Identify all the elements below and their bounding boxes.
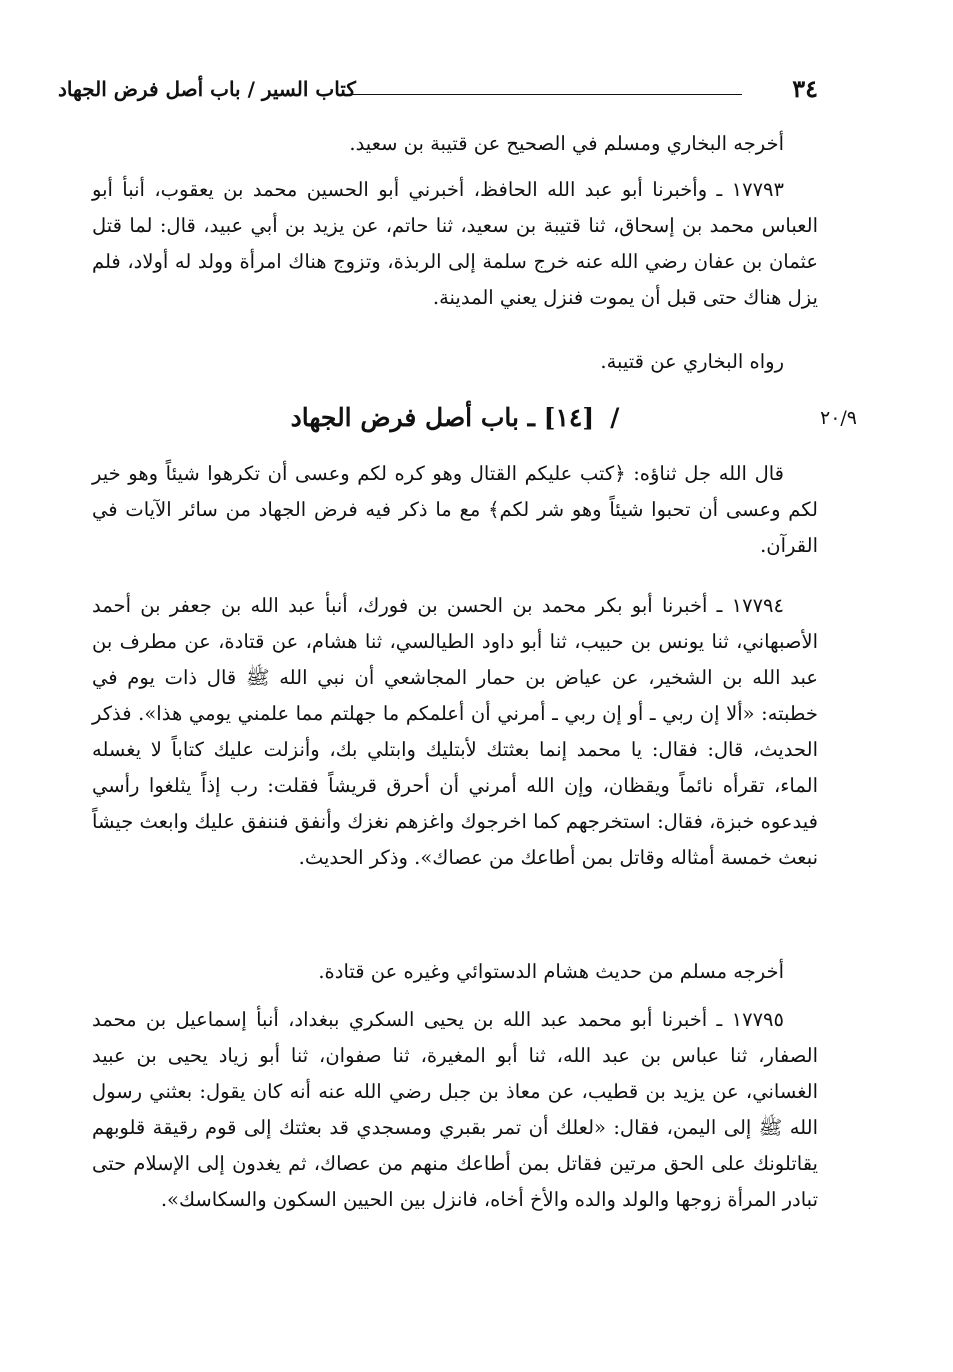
hadith-17795: ١٧٧٩٥ ـ أخبرنا أبو محمد عبد الله بن يحيى السكري ببغداد، أنبأ إسماعيل بن محمد الصفار، ثنا عباس بن عبد الله، ثنا أبو المغيرة، ثنا صفوان، ثنا أبو زياد يحيى بن عبيد الغساني، عن يزيد بن قطيب، عن معاذ بن جبل رضي الله عنه أنه كان يقول: بعثني رسول الله ﷺ إلى اليمن، فقال: «لعلك أن تمر بقبري ومسجدي قد بعثتك إلى قوم رقيقة قلوبهم يقاتلونك على الحق مرتين فقاتل بمن أطاعك منهم من عصاك، ثم يغدون إلى الإسلام حتى تبادر المرأة زوجها والولد والده والأخ أخاه، فانزل بين الحيين السكون والسكاسك». [92,1008,818,1211]
running-header [58,72,818,106]
paragraph-citation-3: أخرجه مسلم من حديث هشام الدستوائي وغيره عن قتادة. [318,960,784,983]
page-number: ٣٤ [792,74,818,103]
quran-quote-paragraph: قال الله جل ثناؤه: ﴿كتب عليكم القتال وهو كره لكم وعسى أن تكرهوا شيئاً وهو خير لكم وعسى أن تحبوا شيئاً وهو شر لكم﴾ مع ما ذكر فيه فرض الجهاد من سائر الآيات في القرآن. [92,462,818,557]
chapter-marker: / [610,403,620,432]
hadith-17793: ١٧٧٩٣ ـ وأخبرنا أبو عبد الله الحافظ، أخبرني أبو الحسين محمد بن يعقوب، أنبأ أبو العباس محمد بن إسحاق، ثنا قتيبة بن سعيد، ثنا حاتم، عن يزيد بن أبي عبيد، قال: لما قتل عثمان بن عفان رضي الله عنه خرج سلمة إلى الربذة، وتزوج هناك امرأة وولد له أولاد، فلم يزل هناك حتى قبل أن يموت فنزل يعني المدينة. [92,178,818,309]
chapter-heading [92,398,818,438]
header-rule [350,94,742,95]
hadith-17794: ١٧٧٩٤ ـ أخبرنا أبو بكر محمد بن الحسن بن فورك، أنبأ عبد الله بن جعفر بن أحمد الأصبهاني، ثنا يونس بن حبيب، ثنا أبو داود الطيالسي، ثنا هشام، عن قتادة، عن مطرف بن عبد الله بن الشخير، عن عياض بن حمار المجاشعي أن نبي الله ﷺ قال ذات يوم في خطبته: «ألا إن ربي ـ أو إن ربي ـ أمرني أن أعلمكم ما جهلتم مما علمني يومي هذا». فذكر الحديث، قال: فقال: يا محمد إنما بعثتك لأبتليك وابتلي بك، وأنزلت عليك كتاباً لا يغسله الماء، تقرأه نائماً ويقظان، وإن الله أمرني أن أحرق قريشاً فقلت: رب إذاً يثلغوا رأسي فيدعوه خبزة، فقال: استخرجهم كما اخرجوك واغزهم نغزك وأنفق فننفق عليك وابعث جيشاً نبعث خمسة أمثاله وقاتل بمن أطاعك من عصاك». وذكر الحديث. [92,594,818,869]
chapter-title: [١٤] ـ باب أصل فرض الجهاد [290,403,595,432]
paragraph-citation-2: رواه البخاري عن قتيبة. [600,350,784,373]
running-title: كتاب السير / باب أصل فرض الجهاد [58,77,356,101]
paragraph-citation-1: أخرجه البخاري ومسلم في الصحيح عن قتيبة بن سعيد. [349,132,784,155]
margin-reference: ٢٠/٩ [820,407,858,429]
